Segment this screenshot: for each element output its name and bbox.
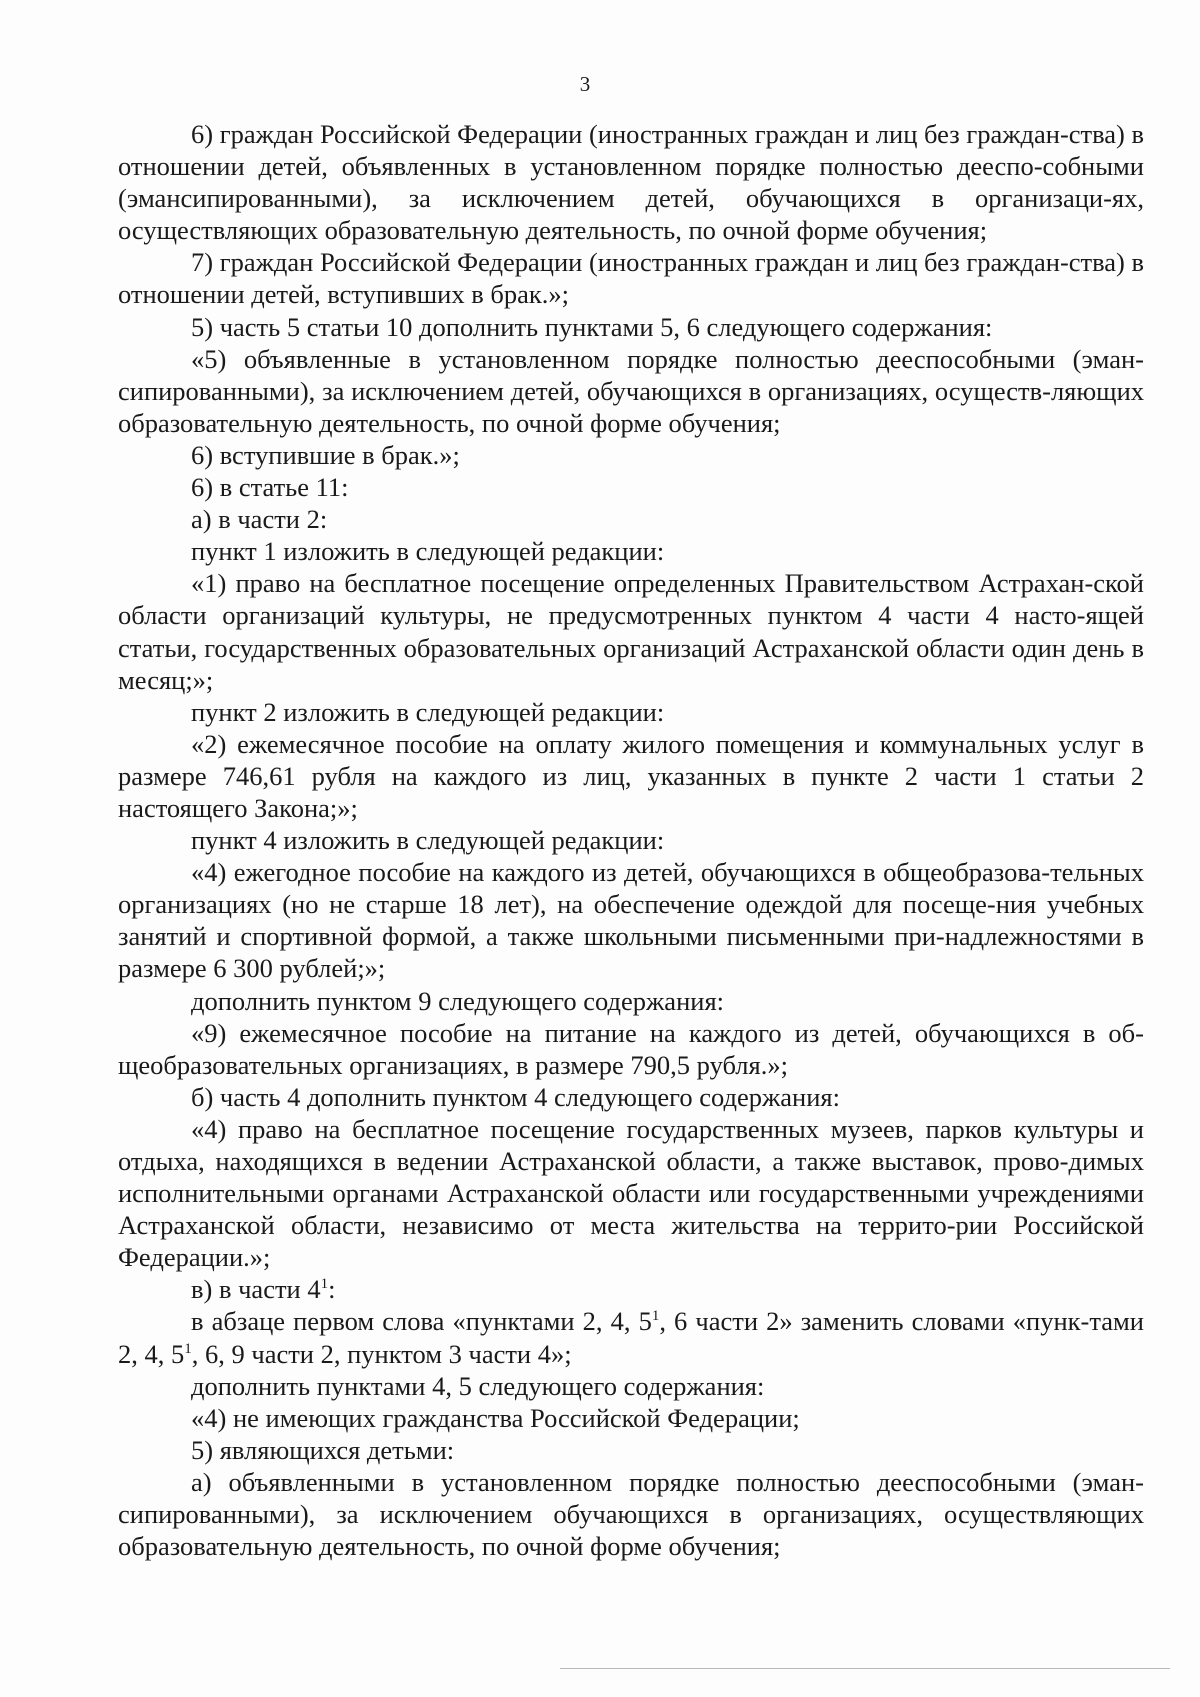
paragraph: 6) вступившие в брак.»; bbox=[191, 439, 460, 470]
paragraph: «9) ежемесячное пособие на питание на каждого из детей, обучающихся в об-щеобразовательных организациях, в размере 790,5 рубля.»; bbox=[118, 1017, 1144, 1080]
paragraph: 5) являющихся детьми: bbox=[191, 1434, 455, 1465]
paragraph: в) в части $4^1$: bbox=[191, 1274, 336, 1305]
paragraph: «4) ежегодное пособие на каждого из детей, обучающихся в общеобразова-тельных организациях (но не старше 18 лет), на обеспечение одеждой для посеще-ния учебных занятий и спортивной формой, а также школьными письменными при-надлежностями в размере 6 300 рублей;»; bbox=[118, 857, 1144, 984]
paragraph: 6) в статье 11: bbox=[191, 472, 349, 503]
paragraph: 6) граждан Российской Федерации (иностранных граждан и лиц без граждан-ства) в отношении детей, объявленных в установленном порядке полностью дееспо-собными (эмансипированными), за исключением детей, обучающихся в организаци-ях, осуществляющих образовательную деятельность, по очной форме обучения; bbox=[118, 119, 1145, 246]
paragraph: а) в части 2: bbox=[191, 504, 328, 535]
paragraph: а) объявленными в установленном порядке полностью дееспособными (эман-сипированными), за исключением обучающихся в организациях, осуществляющих образовательную деятельность, по очной форме обучения; bbox=[118, 1466, 1144, 1562]
paragraph: в абзаце первом слова «пунктами 2, 4, $5^1$, 6 части 2» заменить словами «пунк-тами 2, 4, $5^1$, 6, 9 части 2, пунктом 3 части 4»; bbox=[118, 1306, 1144, 1369]
paragraph: пункт 1 изложить в следующей редакции: bbox=[191, 536, 665, 567]
paragraph: пункт 2 изложить в следующей редакции: bbox=[191, 696, 665, 727]
paragraph: 7) граждан Российской Федерации (иностранных граждан и лиц без граждан-ства) в отношении детей, вступивших в брак.»; bbox=[118, 247, 1145, 310]
paragraph: «1) право на бесплатное посещение определенных Правительством Астрахан-ской области организаций культуры, не предусмотренных пунктом 4 части 4 насто-ящей статьи, государственных образовательных организаций Астраханской области один день в месяц;»; bbox=[118, 568, 1144, 695]
paragraph: «4) не имеющих гражданства Российской Федерации; bbox=[191, 1402, 800, 1433]
paragraph: пункт 4 изложить в следующей редакции: bbox=[191, 825, 665, 856]
page-number: 3 bbox=[579, 72, 591, 96]
paragraph: 5) часть 5 статьи 10 дополнить пунктами 5, 6 следующего содержания: bbox=[191, 311, 993, 342]
paragraph: «4) право на бесплатное посещение государственных музеев, парков культуры и отдыха, находящихся в ведении Астраханской области, а также выставок, прово-димых исполнительными органами Астраханской области или государственными учреждениями Астраханской области, независимо от места жительства на террито-рии Российской Федерации.»; bbox=[118, 1113, 1144, 1273]
paragraph: дополнить пунктами 4, 5 следующего содержания: bbox=[191, 1370, 765, 1401]
paragraph: «5) объявленные в установленном порядке полностью дееспособными (эман-сипированными), за исключением детей, обучающихся в организациях, осуществ-ляющих образовательную деятельность, по очной форме обучения; bbox=[118, 343, 1144, 438]
paragraph: б) часть 4 дополнить пунктом 4 следующего содержания: bbox=[191, 1081, 840, 1112]
paragraph: дополнить пунктом 9 следующего содержания: bbox=[191, 985, 724, 1016]
paragraph: «2) ежемесячное пособие на оплату жилого помещения и коммунальных услуг в размере 746,61 рубля на каждого из лиц, указанных в пункте 2 части 1 статьи 2 настоящего Закона;»; bbox=[118, 728, 1144, 823]
scan-edge-line bbox=[560, 1668, 1170, 1669]
document-body bbox=[118, 118, 1144, 1562]
